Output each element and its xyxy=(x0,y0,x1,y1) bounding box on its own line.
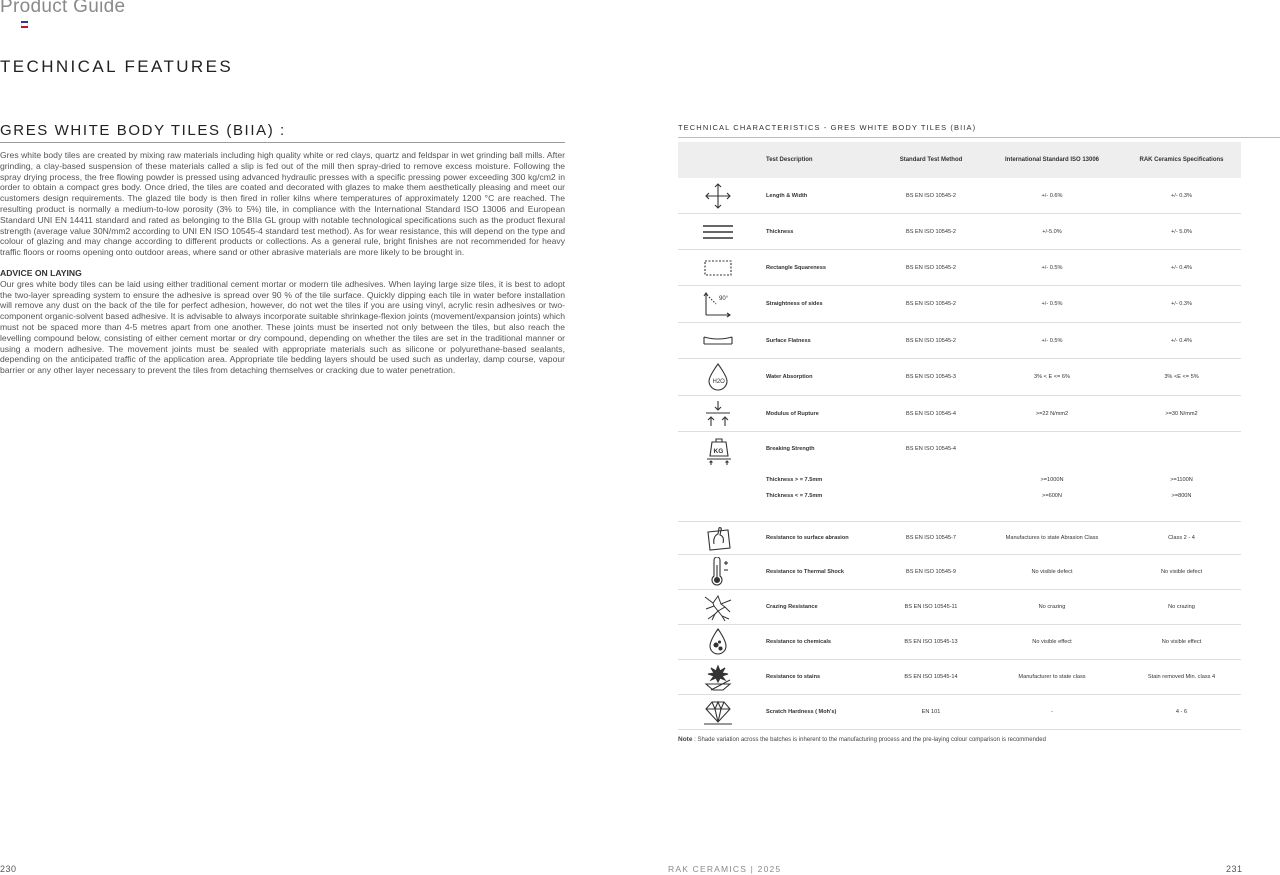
row-description: Resistance to Thermal Shock xyxy=(766,569,845,575)
row-description: Surface Flatness xyxy=(766,337,811,344)
table-row xyxy=(678,555,1241,590)
row-rak: No visible defect xyxy=(1160,569,1203,575)
note-text: : Shade variation across the batches is inherent to the manufacturing process and the pre-laying colour comparison is recommended xyxy=(694,737,1046,743)
table-row xyxy=(678,323,1241,359)
row-iso: No crazing xyxy=(1038,604,1066,610)
table-note xyxy=(678,736,1046,743)
row-rak: No visible effect xyxy=(1161,639,1202,645)
flatness-icon xyxy=(678,334,758,348)
footer-brand: RAK CERAMICS | 2025 xyxy=(668,864,782,874)
row-iso: Manufacturer to state class xyxy=(1018,674,1086,680)
note-label: Note xyxy=(678,736,693,743)
table-row xyxy=(678,695,1241,730)
stain-icon xyxy=(678,662,758,692)
page-number-right: 231 xyxy=(1226,864,1243,874)
row-description: Resistance to stains xyxy=(766,674,821,680)
kg-label: KG xyxy=(713,448,724,455)
row-iso: No visible defect xyxy=(1031,569,1073,575)
table-row xyxy=(678,250,1241,286)
right-column xyxy=(678,123,1280,743)
technical-table xyxy=(678,142,1241,730)
flag-icon xyxy=(21,21,28,28)
row-standard: EN 101 xyxy=(921,709,941,715)
weight-kg-icon xyxy=(704,436,734,466)
row-standard: BS EN ISO 10545-2 xyxy=(905,264,957,271)
water-label: H2O xyxy=(712,379,725,385)
rupture-arrows-icon xyxy=(678,399,758,429)
table-row xyxy=(678,359,1241,396)
table-row xyxy=(678,625,1241,660)
row-standard: BS EN ISO 10545-9 xyxy=(905,569,957,575)
row-iso: 3% < E <= 6% xyxy=(1034,374,1070,380)
col-standard: Standard Test Method xyxy=(899,157,963,163)
crazing-icon xyxy=(678,592,758,622)
col-iso: International Standard ISO 13006 xyxy=(1004,157,1100,163)
row-description: Resistance to surface abrasion xyxy=(766,535,849,541)
row-description: Straightness of sides xyxy=(766,301,823,307)
breaking-sub1-label: Thickness > = 7.5mm xyxy=(766,477,823,483)
row-iso: +/- 0.6% xyxy=(1041,192,1063,199)
row-standard: BS EN ISO 10545-11 xyxy=(904,604,958,610)
section-title: TECHNICAL FEATURES xyxy=(0,57,234,76)
row-iso: Manufactures to state Abrasion Class xyxy=(1005,535,1099,541)
row-iso: No visible effect xyxy=(1032,639,1072,645)
breaking-standard: BS EN ISO 10545-4 xyxy=(905,446,957,452)
row-rak: +/- 5.0% xyxy=(1171,228,1192,235)
row-description: Length & Width xyxy=(766,192,808,199)
abrasion-hand-icon xyxy=(678,524,758,552)
row-rak: 3% <E <= 5% xyxy=(1164,374,1199,380)
row-standard: BS EN ISO 10545-2 xyxy=(905,192,957,199)
row-standard: BS EN ISO 10545-3 xyxy=(905,374,957,380)
breaking-sub2-iso: >=600N xyxy=(1042,493,1062,499)
row-standard: BS EN ISO 10545-13 xyxy=(904,639,958,645)
flag-stripe xyxy=(21,26,28,28)
table-row xyxy=(678,286,1241,323)
table-row xyxy=(678,396,1241,432)
row-standard: BS EN ISO 10545-4 xyxy=(905,410,957,417)
col-description: Test Description xyxy=(766,157,813,163)
row-rak: No crazing xyxy=(1168,604,1195,610)
guide-title: Product Guide xyxy=(0,0,126,17)
water-drop-icon xyxy=(678,362,758,392)
table-header xyxy=(678,142,1241,178)
breaking-sub1-iso: >=1000N xyxy=(1040,477,1064,483)
breaking-strength-block xyxy=(678,432,1241,522)
row-rak: +/- 0.4% xyxy=(1171,264,1192,271)
row-description: Rectangle Squareness xyxy=(766,264,827,271)
table-row xyxy=(678,522,1241,555)
row-iso: >=22 N/mm2 xyxy=(1035,410,1069,417)
row-description: Crazing Resistance xyxy=(766,604,818,610)
row-standard: BS EN ISO 10545-2 xyxy=(905,228,957,235)
page-number-left: 230 xyxy=(0,864,17,874)
row-iso: +/-5.0% xyxy=(1042,228,1062,235)
row-iso: +/- 0.5% xyxy=(1041,301,1063,307)
table-row xyxy=(678,178,1241,214)
row-rak: Class 2 - 4 xyxy=(1168,535,1195,541)
table-row xyxy=(678,590,1241,625)
advice-heading: ADVICE ON LAYING xyxy=(0,267,82,278)
row-rak: +/- 0.3% xyxy=(1171,301,1192,307)
body-tiles-heading: GRES WHITE BODY TILES (BIIA) : xyxy=(0,122,565,143)
table-row xyxy=(678,660,1241,695)
row-rak: Stain removed Min. class 4 xyxy=(1147,674,1216,680)
thermometer-icon xyxy=(678,557,758,587)
breaking-sub1-rak: >=1100N xyxy=(1170,477,1193,483)
breaking-sub2-rak: >=800N xyxy=(1171,493,1192,499)
row-description: Scratch Hardness ( Moh's) xyxy=(766,709,837,715)
table-title: TECHNICAL CHARACTERISTICS - GRES WHITE BODY TILES (BIIA) xyxy=(678,123,1280,138)
row-iso: - xyxy=(1051,709,1053,715)
row-standard: BS EN ISO 10545-2 xyxy=(905,337,957,344)
body-tiles-paragraph: Gres white body tiles are created by mixing raw materials including high quality white or red clays, quartz and feldspar in wet grinding ball mills. After grinding, a clay-based suspension of these materials called a slip is fed out of the mill then spray-dried to remove excess moisture. Following the spray drying process, the free flowing powder is pressed using advanced hydraulic presses with a specific pressing power exceeding 300 kg/cm2 in order to obtain a compact gres body. Once dried, the tiles are coated and decorated with glazes to make them aesthetically pleasing and meet our customers design requirements. The glazed tile body is then fired in roller kilns where temperatures of approximately 1200 °C are reached. The resulting product is normally a medium-to-low porosity (3% to 5%) tile, in compliance with the International Standard ISO 13006 and European Standard UNI EN 14411 standard and rated as belonging to the BIIa GL group with notable technological specifications such as the product flexural strength (average value 30N/mm2 according to UNI EN ISO 10545-4 standard test method). As for wear resistance, this will depend on the type and colour of glazing and may change according to different products or collections. As a general rule, bright finishes are not recommended for heavy traffic floors or rooms opening onto outdoor areas, where sand or other abrasive materials are more likely to be brought in. xyxy=(0,150,565,258)
row-iso: +/- 0.5% xyxy=(1041,337,1063,344)
row-rak: +/- 0.3% xyxy=(1171,192,1192,199)
dashed-rectangle-icon xyxy=(678,258,758,278)
row-rak: +/- 0.4% xyxy=(1171,337,1192,344)
row-rak: >=30 N/mm2 xyxy=(1165,410,1198,417)
row-iso: +/- 0.5% xyxy=(1041,264,1063,271)
row-standard: BS EN ISO 10545-14 xyxy=(904,674,958,680)
row-standard: BS EN ISO 10545-2 xyxy=(905,301,957,307)
row-description: Modulus of Rupture xyxy=(766,410,819,417)
advice-paragraph: Our gres white body tiles can be laid using either traditional cement mortar or modern tile adhesives. When laying large size tiles, it is best to adopt the two-layer spreading system to ensure the adhesive is spread over 90 % of the tile surface. Quickly dipping each tile in water before installation will remove any dust on the back of the tile for perfect adhesion, however, do not wet the tiles if you are using vinyl, acrylic resin adhesives or two-component organic-solvent based adhesive. It is advisable to always incorporate suitable shrinkage-flexion joints (movement/expansion joints) which must not be spaced more than 4-5 metres apart from one another. These joints must be inserted not only between the tiles, but also reach the levelling compound below, consisting of either cement mortar or dry compound, depending on whether the tiles are set in the traditional manner or using a modern adhesive. The movement joints must be sealed with appropriate materials such as silicone or polyurethane-based sealants, depending on the anticipated traffic of the application area. Appropriate tile bedding layers should be used such as underlay, damp course, vapour barrier or any other layer necessary to prevent the tiles from detaching themselves or cracking due to water penetration. xyxy=(0,278,565,376)
angle-label: 90° xyxy=(719,296,729,302)
thickness-lines-icon xyxy=(678,223,758,241)
row-rak: 4 - 6 xyxy=(1175,709,1188,715)
row-description: Resistance to chemicals xyxy=(766,639,831,645)
row-description: Water Absorption xyxy=(766,374,813,380)
right-angle-icon xyxy=(678,289,758,319)
row-description: Thickness xyxy=(766,228,794,235)
breaking-description: Breaking Strength xyxy=(766,446,815,452)
chemical-drop-icon xyxy=(678,627,758,657)
table-row xyxy=(678,214,1241,250)
col-rak: RAK Ceramics Specifications xyxy=(1139,157,1224,163)
arrows-cross-icon xyxy=(678,182,758,210)
diamond-icon xyxy=(678,699,758,725)
left-column xyxy=(0,122,565,376)
breaking-sub2-label: Thickness < = 7.5mm xyxy=(766,493,823,499)
row-standard: BS EN ISO 10545-7 xyxy=(905,535,957,541)
